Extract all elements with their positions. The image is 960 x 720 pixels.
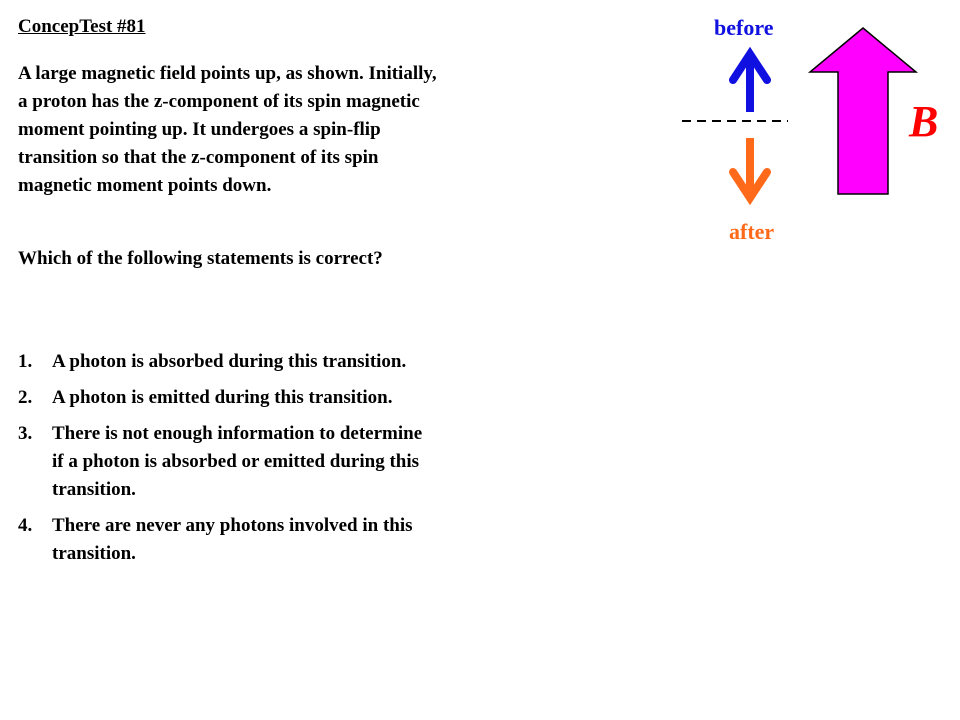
option-number: 1. [18, 351, 33, 372]
option-text: There are never any photons involved in this transition. [52, 515, 413, 564]
option-number: 3. [18, 423, 33, 444]
option-number: 2. [18, 387, 33, 408]
spin-flip-diagram [660, 0, 960, 260]
question-text: Which of the following statements is correct? [18, 248, 383, 269]
spin-down-arrow-icon [733, 138, 767, 198]
answer-option-3[interactable] [18, 420, 438, 504]
option-number: 4. [18, 515, 33, 536]
option-text: There is not enough information to determine if a photon is absorbed or emitted during this transition. [52, 423, 423, 500]
answer-option-1[interactable] [18, 348, 438, 376]
before-label: before [714, 15, 774, 40]
field-label: B [909, 97, 939, 146]
option-text: A photon is absorbed during this transition. [52, 351, 407, 372]
answer-options [18, 348, 438, 576]
option-text: A photon is emitted during this transition. [52, 387, 393, 408]
spin-up-arrow-icon [733, 54, 767, 112]
magnetic-field-arrow-icon [810, 28, 916, 194]
answer-option-4[interactable] [18, 512, 438, 568]
problem-statement: A large magnetic field points up, as shown. Initially, a proton has the z-component of its spin magnetic moment pointing up. It undergoes a spin-flip transition so that the z-component of its spin magnetic moment points down. [18, 63, 437, 196]
answer-option-2[interactable] [18, 384, 438, 412]
after-label: after [729, 219, 775, 244]
slide-title: ConcepTest #81 [18, 16, 146, 37]
